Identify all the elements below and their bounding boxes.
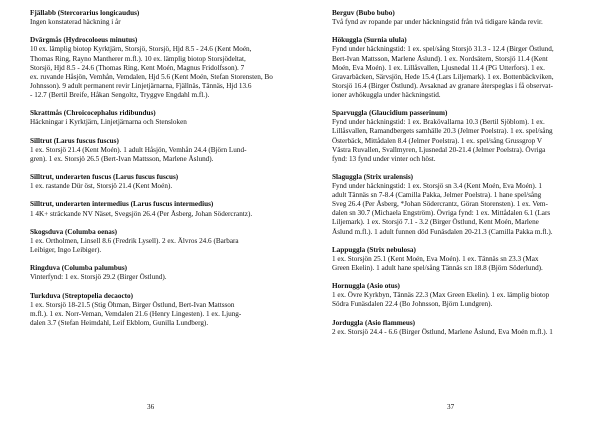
species-entry: [332, 36, 580, 100]
text-line: Åslund m.fl.). 1 adult funnen död Funäsdalen 20-21.3 (Camilla Pakka m.fl.).: [332, 227, 553, 236]
text-line: 1 ex. Storsjö 21.4 (Kent Moén). 1 adult Håsjön, Vemhån 24.4 (Björn Lund-: [30, 145, 247, 154]
species-entry: [332, 246, 580, 273]
text-line: Sveg 26.4 (Per Åsberg, *Johan Södercrantz, Göran Storensten). 1 ex. Vem-: [332, 200, 548, 209]
species-title: Turkduva (Streptopelia decaocto): [30, 291, 134, 300]
text-line: 10 ex. lämplig biotop Kyrktjärn, Storsjö, Storsjö, Hjd 8.5 - 24.6 (Kent Moén,: [30, 45, 252, 54]
species-text: [332, 118, 580, 163]
species-text: [332, 18, 580, 27]
left-page: [0, 0, 296, 425]
text-line: Södra Funäsdalen 22.4 (Bo Johnsson, Björn Lundgren).: [332, 300, 493, 309]
text-line: Thomas Ring, Rayno Mantherer m.fl.). 10 ex. lämplig biotop Storsjödeltat,: [30, 54, 246, 63]
species-text: [30, 301, 284, 328]
species-text: [30, 182, 284, 191]
text-line: Vinterfynd: 1 ex. Storsjö 29.2 (Birger Östlund).: [30, 273, 167, 282]
species-title: Ringduva (Columba palumbus): [30, 264, 128, 273]
species-entry: [30, 173, 284, 191]
species-title: Jorduggla (Asio flammeus): [332, 318, 416, 327]
text-line: Fynd under häckningstid: 1 ex. Storsjö sn 3.4 (Kent Moén, Eva Moén). 1: [332, 182, 543, 191]
species-title: Dvärgmås (Hydrocoloeus minutus): [30, 36, 138, 45]
species-title: Skrattmås (Chroicocephalus ridibundus): [30, 109, 156, 118]
species-entry: [30, 36, 284, 100]
text-line: Häckningar i Kyrktjärn, Linjetjärnarna och Stensloken: [30, 118, 187, 127]
species-entry: [30, 292, 284, 328]
text-line: Fynd under häckningstid: 1 ex. spel/sång Storsjö 31.3 - 12.4 (Birger Östlund,: [332, 45, 554, 54]
text-line: Johnsson). 9 adult permanent revir Linjetjärnarna, Fjällnäs, Tännäs, Hjd 13.6: [30, 81, 252, 90]
text-line: gren). 1 ex. Storsjö 26.5 (Bert-Ivan Mattsson, Marlene Åslund).: [30, 154, 214, 163]
species-text: [30, 210, 284, 219]
text-line: dalen 3.7 (Stefan Heimdahl, Leif Ekblom, Gunilla Lundberg).: [30, 318, 209, 327]
species-text: [30, 237, 284, 255]
text-line: Österbäck, Mittådalen 8.4 (Jelmer Poelstra). 1 ex. spel/sång Grussgrop V: [332, 136, 543, 145]
text-line: 1 ex. Ortholmen, Linsell 8.6 (Fredrik Lysell). 2 ex. Älvros 24.6 (Barbara: [30, 236, 239, 245]
species-title: Fjällabb (Stercorarius longicaudus): [30, 9, 140, 17]
species-entry: [332, 173, 580, 237]
text-line: Lillåsvallen, Ramandbergets samhälle 20.3 (Jelmer Poelstra). 1 ex. spel/sång: [332, 127, 553, 136]
text-line: Liljemark). 1 ex. Storsjö 7.1 - 3.2 (Birger Östlund, Kent Moén, Marlene: [332, 218, 539, 227]
text-line: Bert-Ivan Mattsson, Marlene Åslund). 1 ex. Nordsätern, Storsjö 11.4 (Kent: [332, 54, 548, 63]
species-title: Slaguggla (Strix uralensis): [332, 172, 414, 181]
species-entry: [30, 264, 284, 282]
species-entry: [332, 319, 580, 337]
text-line: Storsjö 16.4 (Birger Östlund). Avsaknad av granare återspeglas i få observat-: [332, 81, 553, 90]
text-line: Två fynd av ropande par under häckningstid från två tidigare kända revir.: [332, 18, 543, 27]
page-number: 37: [447, 403, 455, 411]
species-title: Sparvuggla (Glaucidium passerinum): [332, 109, 448, 118]
species-text: [30, 273, 284, 282]
text-line: Västra Ruvallen, Svallmyren, Ljusnedal 20-21.4 (Jelmer Poelstra). Övriga: [332, 145, 546, 154]
text-line: fynd: 13 fynd under vinter och höst.: [332, 154, 436, 163]
species-title: Skogsduva (Columba oenas): [30, 227, 118, 236]
species-entry: [30, 109, 284, 127]
text-line: Ingen konstaterad häckning i år: [30, 18, 121, 27]
species-entry: [332, 282, 580, 309]
text-line: m.fl.). 1 ex. Norr-Veman, Vemdalen 21.6 (Henry Lingesten). 1 ex. Ljung-: [30, 309, 242, 318]
species-text: [332, 255, 580, 273]
text-line: 2 ex. Storsjö 24.4 - 6.6 (Birger Östlund, Marlene Åslund, Eva Moén m.fl.). 1: [332, 327, 553, 336]
species-entry: [332, 9, 580, 27]
species-text: [332, 291, 580, 309]
text-line: Storsjö, Hjd 8.5 - 24.6 (Thomas Ring, Kent Moén, Magnus Fridolfsson). 7: [30, 63, 245, 72]
species-title: Silltrut (Larus fuscus fuscus): [30, 136, 119, 145]
text-line: adult Tännäs sn 7-8.4 (Camilla Pakka, Jelmer Poelstra). 1 hane spel/sång: [332, 191, 542, 200]
species-title: Hökuggla (Surnia ulula): [332, 36, 407, 45]
species-text: [332, 45, 580, 100]
text-line: - 12.7 (Bertil Breife, Håkan Sengoltz, Tryggve Engdahl m.fl.).: [30, 90, 210, 99]
species-text: [30, 18, 284, 27]
text-line: 1 ex. Övre Kyrkbyn, Tännäs 22.3 (Max Green Ekelin). 1 ex. lämplig biotop: [332, 291, 550, 300]
species-title: Silltrut, underarten fuscus (Larus fuscus fuscus): [30, 173, 179, 182]
text-line: Fynd under häckningstid: 1 ex. Brakövallarna 10.3 (Bertil Sjöblom). 1 ex.: [332, 118, 545, 127]
species-text: [30, 118, 284, 127]
text-line: Leibiger, Ingo Leibiger).: [30, 246, 102, 254]
text-line: Moén, Eva Moén). 1 ex. Lillåsvallen, Ljusnedal 11.4 (PG Utterfors). 1 ex.: [332, 63, 545, 72]
page-number: 36: [147, 403, 155, 411]
text-line: 1 4K+ sträckande NV Näset, Svegsjön 26.4 (Per Åsberg, Johan Södercrantz).: [30, 209, 253, 218]
species-text: [30, 45, 284, 100]
species-entry: [30, 137, 284, 164]
species-text: [332, 182, 580, 237]
species-text: [332, 328, 580, 337]
text-line: dalen sn 30.7 (Michaela Engström). Övriga fynd: 1 ex. Mittådalen 6.1 (Lars: [332, 209, 551, 218]
text-line: Gravarbäcken, Särvsjön, Hede 15.4 (Lars Liljemark). 1 ex. Bottenbäckviken,: [332, 72, 554, 81]
text-line: 1 ex. Storsjön 25.1 (Kent Moén, Eva Moén). 1 ex. Tännäs sn 23.3 (Max: [332, 254, 539, 263]
species-entry: [30, 228, 284, 255]
text-line: ioner avhökuggla under häckningstid.: [332, 90, 441, 99]
species-text: [30, 146, 284, 164]
species-title: Lappuggla (Strix nebulosa): [332, 245, 416, 254]
species-entry: [30, 200, 284, 218]
text-line: Green Ekelin). 1 adult hane spel/sång Tännäs s:n 18.8 (Björn Söderlund).: [332, 264, 543, 272]
text-line: 1 ex. rastande Dür öst, Storsjö 21.4 (Kent Moén).: [30, 182, 173, 191]
text-line: 1 ex. Storsjö 18-21.5 (Stig Öhman, Birger Östlund, Bert-Ivan Mattsson: [30, 300, 235, 309]
species-title: Silltrut, underarten intermedius (Larus fuscus intermedius): [30, 200, 214, 209]
right-page: [304, 0, 600, 425]
species-entry: [332, 109, 580, 164]
text-line: ex. ruvande Håsjön, Vemhån, Vemdalen, Hjd 5.6 (Kent Moén, Stefan Storensten, Bo: [30, 72, 273, 81]
species-title: Hornuggla (Asio otus): [332, 282, 400, 291]
species-entry: [30, 9, 284, 27]
species-title: Berguv (Bubo bubo): [332, 9, 395, 17]
